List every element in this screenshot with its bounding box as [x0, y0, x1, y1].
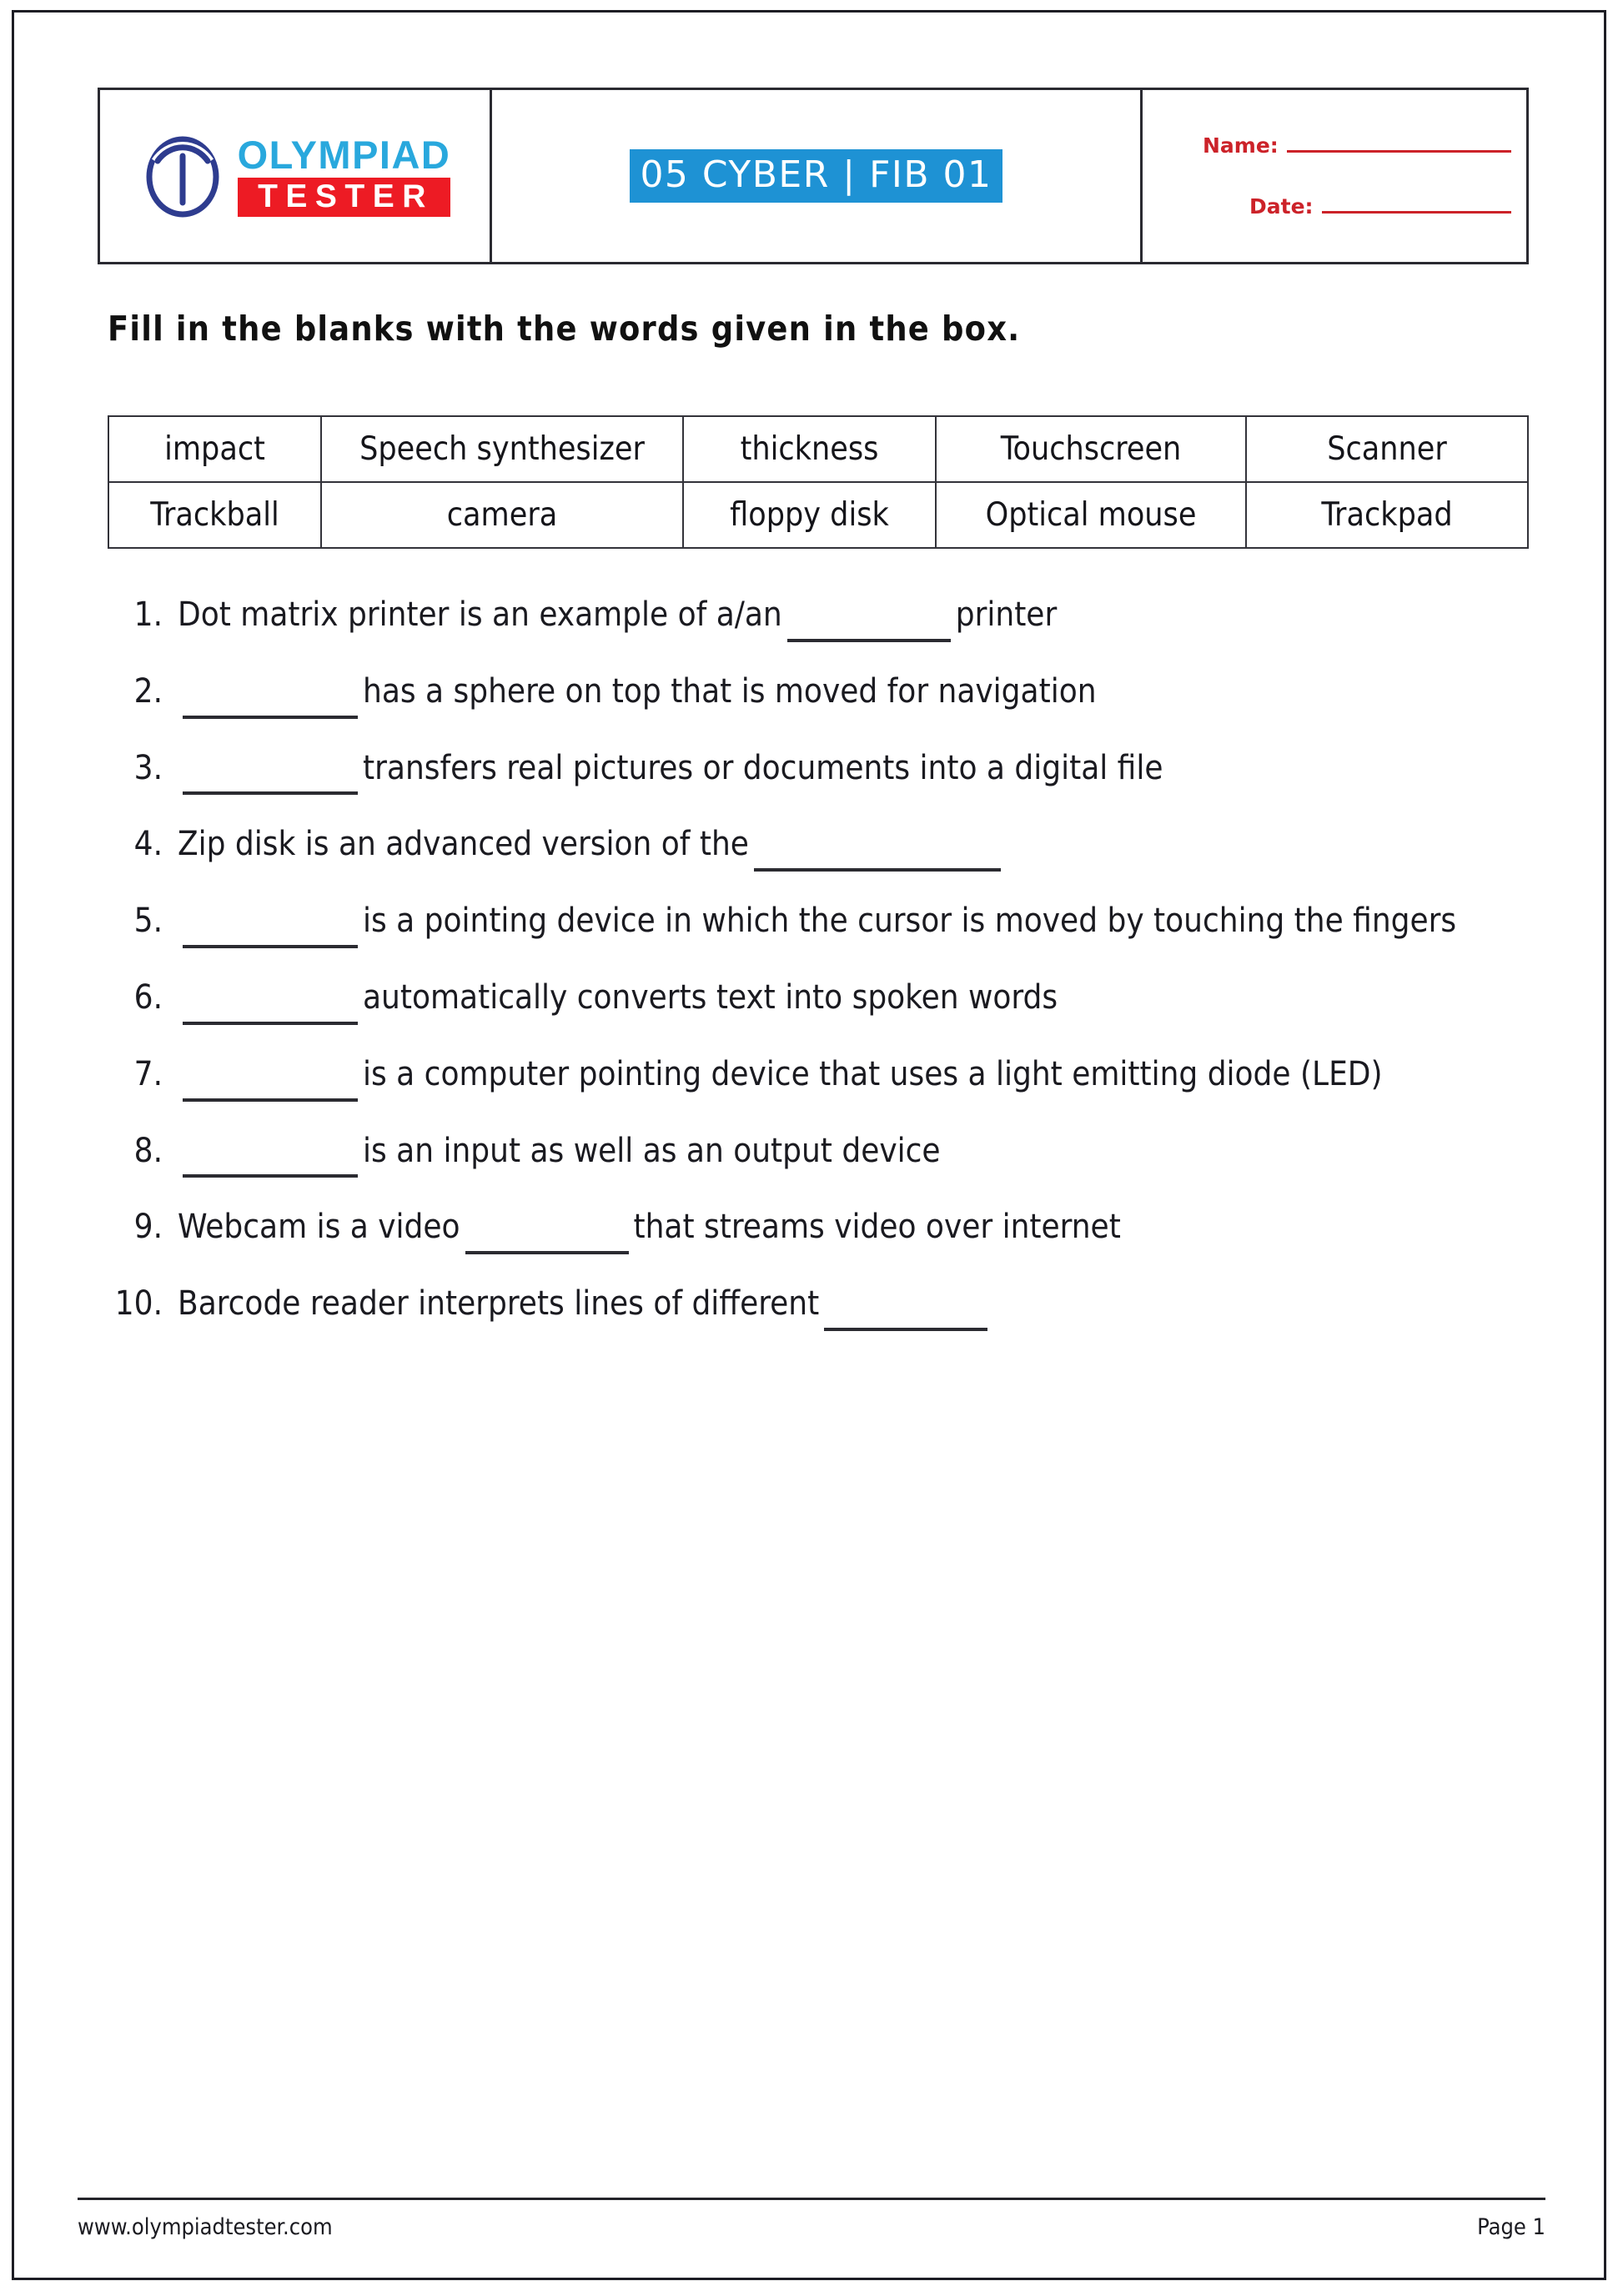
- question-item: [108, 1048, 1534, 1102]
- logo-cell: [100, 90, 492, 262]
- question-body: [178, 894, 1534, 948]
- question-text-after: is an input as well as an output device: [363, 1131, 941, 1170]
- question-item: [108, 588, 1534, 642]
- word-bank-row: [108, 482, 1528, 548]
- word-bank-cell: floppy disk: [683, 482, 936, 548]
- name-field-row: [1203, 133, 1526, 158]
- word-bank-cell: impact: [108, 416, 321, 482]
- question-text-before: Zip disk is an advanced version of the: [178, 825, 749, 864]
- olympiad-tester-logo: [139, 133, 451, 219]
- question-item: [108, 817, 1534, 872]
- logo-bottom-word: TESTER: [238, 178, 451, 217]
- answer-blank[interactable]: [183, 992, 358, 1025]
- question-number: 2.: [133, 671, 163, 711]
- olympiad-tester-emblem-icon: [139, 133, 226, 219]
- worksheet-header: [98, 88, 1529, 264]
- word-bank-cell: Touchscreen: [936, 416, 1246, 482]
- question-body: [178, 971, 1534, 1025]
- date-field-row: [1203, 194, 1526, 219]
- word-bank-cell: Trackpad: [1246, 482, 1528, 548]
- question-body: [178, 588, 1534, 642]
- word-bank-row: [108, 416, 1528, 482]
- question-number: 1.: [133, 595, 163, 634]
- word-bank-table: [108, 415, 1529, 549]
- footer-divider: [78, 2198, 1545, 2200]
- logo-wordmark: [238, 135, 451, 217]
- question-number: 7.: [133, 1054, 163, 1093]
- name-input-line[interactable]: [1287, 149, 1511, 153]
- instruction-text: Fill in the blanks with the words given in the box.: [108, 309, 1021, 349]
- question-number: 3.: [133, 748, 163, 787]
- question-text-after: that streams video over internet: [633, 1208, 1121, 1247]
- date-label: Date:: [1249, 194, 1314, 219]
- word-bank-cell: camera: [321, 482, 683, 548]
- footer-page-number: Page 1: [1477, 2214, 1545, 2240]
- question-text-before: Dot matrix printer is an example of a/an: [178, 595, 782, 634]
- question-body: [178, 1277, 1534, 1331]
- word-bank-cell: Optical mouse: [936, 482, 1246, 548]
- answer-blank[interactable]: [183, 1144, 358, 1178]
- logo-top-word: OLYMPIAD: [237, 133, 451, 178]
- question-text-after: is a pointing device in which the cursor is moved by touching the fingers: [363, 902, 1457, 941]
- worksheet-page: [12, 10, 1606, 2280]
- answer-blank[interactable]: [183, 915, 358, 948]
- question-text-after: transfers real pictures or documents into a digital file: [363, 748, 1163, 787]
- question-item: [108, 665, 1534, 719]
- question-item: [108, 1277, 1534, 1331]
- student-meta-cell: [1143, 90, 1526, 262]
- name-label: Name:: [1203, 133, 1279, 158]
- word-bank-cell: Scanner: [1246, 416, 1528, 482]
- answer-blank[interactable]: [183, 686, 358, 719]
- question-text-before: Webcam is a video: [178, 1208, 460, 1247]
- page-footer: [78, 2214, 1545, 2240]
- question-body: [178, 665, 1534, 719]
- questions-list: [108, 588, 1534, 1354]
- question-body: [178, 741, 1534, 796]
- question-item: [108, 1200, 1534, 1254]
- question-body: [178, 1200, 1534, 1254]
- question-item: [108, 971, 1534, 1025]
- word-bank-cell: Speech synthesizer: [321, 416, 683, 482]
- question-text-after: automatically converts text into spoken words: [363, 977, 1058, 1017]
- answer-blank[interactable]: [824, 1298, 987, 1331]
- question-number: 10.: [114, 1284, 163, 1324]
- question-item: [108, 894, 1534, 948]
- footer-website[interactable]: www.olympiadtester.com: [78, 2214, 333, 2240]
- answer-blank[interactable]: [465, 1221, 629, 1254]
- question-body: [178, 817, 1534, 872]
- word-bank-cell: Trackball: [108, 482, 321, 548]
- answer-blank[interactable]: [787, 609, 951, 642]
- question-body: [178, 1124, 1534, 1178]
- title-cell: [492, 90, 1143, 262]
- question-text-before: Barcode reader interprets lines of different: [178, 1284, 820, 1324]
- question-text-after: printer: [955, 595, 1058, 634]
- date-input-line[interactable]: [1322, 210, 1511, 214]
- question-number: 6.: [133, 977, 163, 1017]
- question-number: 4.: [133, 825, 163, 864]
- answer-blank[interactable]: [754, 838, 1001, 872]
- question-number: 8.: [133, 1131, 163, 1170]
- word-bank-cell: thickness: [683, 416, 936, 482]
- question-number: 9.: [133, 1208, 163, 1247]
- question-item: [108, 741, 1534, 796]
- question-text-after: is a computer pointing device that uses a light emitting diode (LED): [363, 1054, 1383, 1093]
- question-text-after: has a sphere on top that is moved for navigation: [363, 671, 1097, 711]
- question-number: 5.: [133, 902, 163, 941]
- question-item: [108, 1124, 1534, 1178]
- question-body: [178, 1048, 1534, 1102]
- worksheet-title: 05 CYBER | FIB 01: [630, 149, 1002, 203]
- answer-blank[interactable]: [183, 1068, 358, 1102]
- answer-blank[interactable]: [183, 761, 358, 795]
